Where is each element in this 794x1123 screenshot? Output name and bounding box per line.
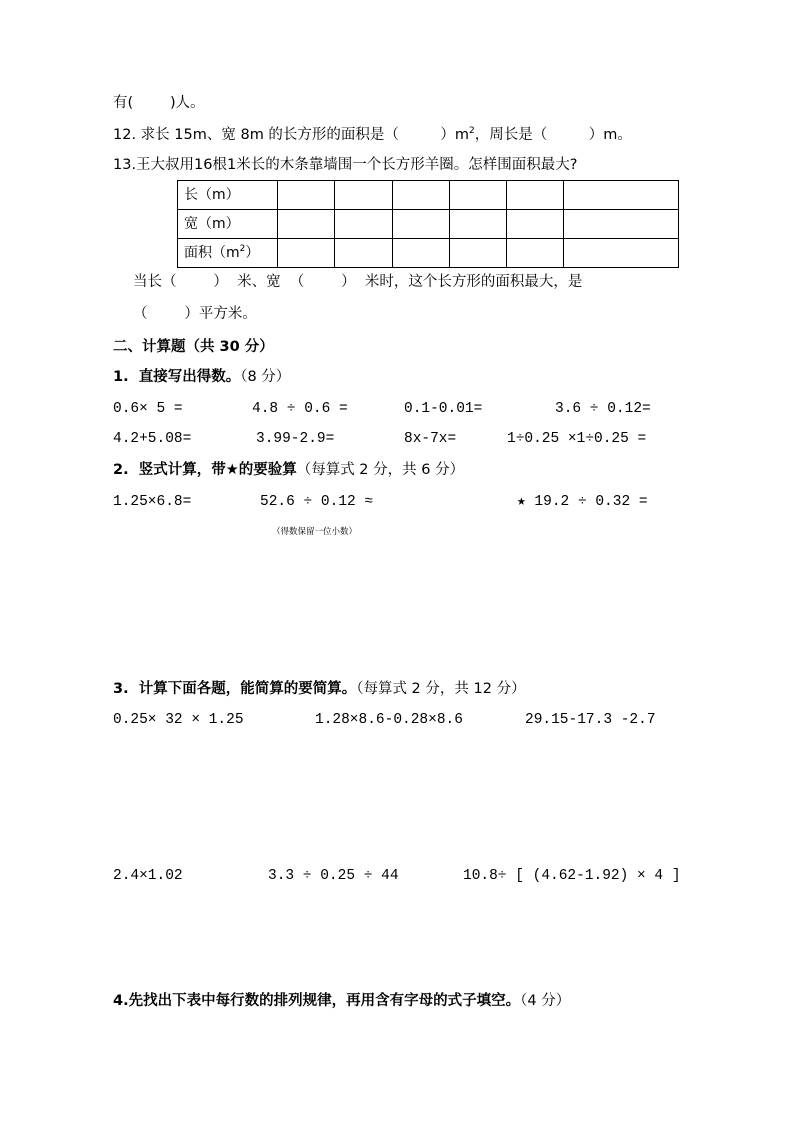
area-label-sup: 2 [239,244,246,254]
part1-title [113,367,290,387]
part1-row2-item3: 8x-7x= [404,431,457,447]
q11-tail: 有( )人。 [113,95,205,111]
part2-title-bold: 2. 竖式计算，带★的要验算 [113,462,297,478]
q13-answer-line1: 当长（ ） 米、宽 （ ） 米时，这个长方形的面积最大，是 [133,274,583,290]
table-cell[interactable] [335,239,393,268]
part2-item2: 52.6 ÷ 0.12 ≈ [260,494,374,510]
part2-item1: 1.25×6.8= [113,494,192,510]
section2-title: 二、计算题（共 30 分） [113,339,274,355]
table-cell[interactable] [393,181,450,210]
q12-part1: 12. 求长 15m、宽 8m 的长方形的面积是（ ）m [113,127,470,143]
part3-row1-item2: 1.28×8.6-0.28×8.6 [315,712,463,728]
part3-row1-item3: 29.15-17.3 -2.7 [525,712,656,728]
table-row-label: 宽（m） [178,210,278,239]
part4-title [113,991,570,1011]
table-cell[interactable] [393,239,450,268]
table-cell[interactable] [278,181,335,210]
part3-title [113,679,526,699]
q12-part2: ，周长是（ ）m。 [474,127,632,143]
table-cell[interactable] [278,239,335,268]
part1-row1-item1: 0.6× 5 = [113,401,183,417]
table-cell[interactable] [393,210,450,239]
q13-answer-line2: （ ）平方米。 [133,306,257,322]
area-label: 面积（m [184,245,240,261]
part1-row2-item4: 1÷0.25 ×1÷0.25 = [507,431,647,447]
part2-title [113,460,464,480]
part3-row1-item1: 0.25× 32 × 1.25 [113,712,244,728]
part2-title-tail: （每算式 2 分，共 6 分） [296,462,465,478]
part2-note: （得数保留一位小数） [272,527,358,537]
table-row [178,181,679,210]
part1-row2-item1: 4.2+5.08= [113,431,192,447]
part1-row1-item4: 3.6 ÷ 0.12= [555,401,651,417]
table-cell[interactable] [450,181,507,210]
part1-title-tail: （8 分） [240,369,291,385]
part1-row2-item2: 3.99-2.9= [256,431,335,447]
q13-table [177,180,679,268]
part1-row1-item2: 4.8 ÷ 0.6 = [252,401,348,417]
part2-item3: ★ 19.2 ÷ 0.32 = [517,494,648,510]
table-cell[interactable] [450,239,507,268]
part4-title-tail: （4 分） [520,993,571,1009]
table-row [178,239,679,268]
part3-title-tail: （每算式 2 分，共 12 分） [356,681,526,697]
part4-title-bold: 4.先找出下表中每行数的排列规律，再用含有字母的式子填空。 [113,993,521,1009]
table-cell[interactable] [564,181,679,210]
q12-unit-sup: 2 [469,126,475,136]
q12-question [113,125,632,145]
q13-title: 13.王大叔用16根1米长的木条靠墙围一个长方形羊圈。怎样围面积最大? [113,157,578,173]
part3-title-bold: 3. 计算下面各题，能简算的要简算。 [113,681,357,697]
table-cell[interactable] [278,210,335,239]
table-cell[interactable] [450,210,507,239]
table-cell[interactable] [507,239,564,268]
part1-row1-item3: 0.1-0.01= [404,401,483,417]
table-cell[interactable] [564,210,679,239]
part3-row2-item1: 2.4×1.02 [113,868,183,884]
table-cell[interactable] [564,239,679,268]
area-label-tail: ） [245,245,260,261]
table-row-label: 长（m） [178,181,278,210]
table-cell[interactable] [507,181,564,210]
part3-row2-item3: 10.8÷ [ (4.62-1.92) × 4 ] [463,868,681,884]
table-cell[interactable] [335,181,393,210]
table-cell[interactable] [507,210,564,239]
table-row-label [178,239,278,268]
part1-title-bold: 1. 直接写出得数。 [113,369,241,385]
table-cell[interactable] [335,210,393,239]
table-row [178,210,679,239]
part3-row2-item2: 3.3 ÷ 0.25 ÷ 44 [268,868,399,884]
